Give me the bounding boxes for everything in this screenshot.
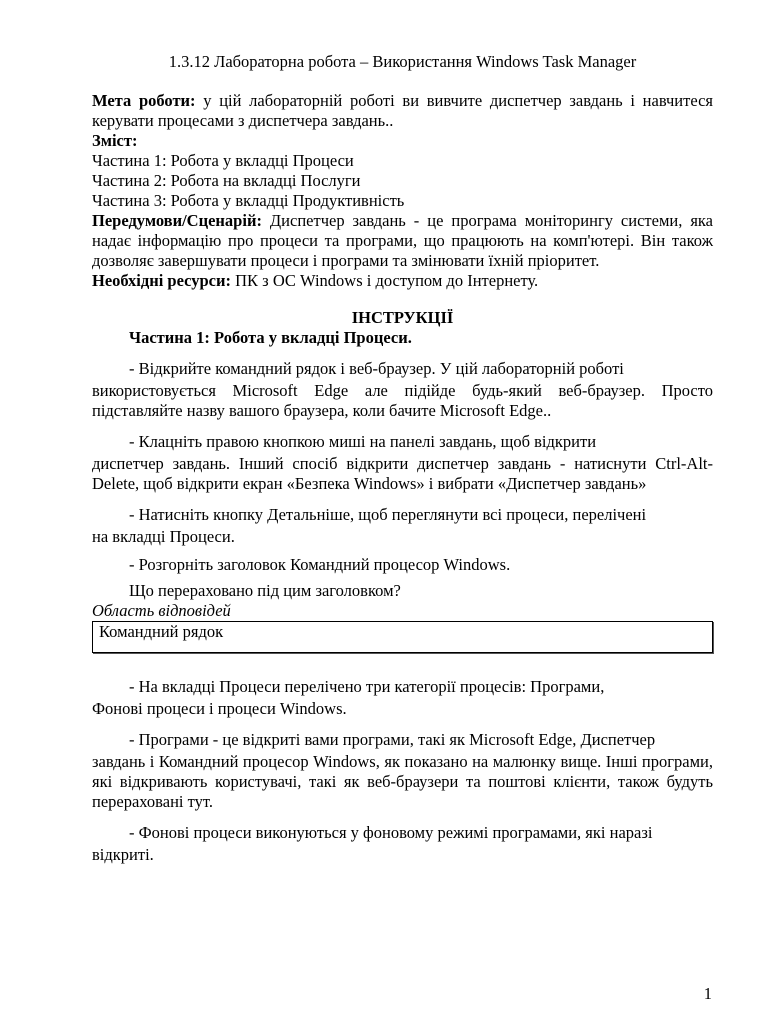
instruction-item xyxy=(92,356,713,421)
instruction-item xyxy=(92,674,713,719)
contents-item: Частина 1: Робота у вкладці Процеси xyxy=(92,151,354,170)
instructions-heading: ІНСТРУКЦІЇ xyxy=(351,308,454,327)
instruction-item xyxy=(92,429,713,494)
answer-field[interactable]: Командний рядок xyxy=(92,621,713,653)
instruction-item-rest: Фонові процеси і процеси Windows. xyxy=(92,699,347,718)
answer-area-label: Область відповідей xyxy=(92,601,231,620)
instruction-item-rest: на вкладці Процеси. xyxy=(92,527,235,546)
scenario-text: Диспетчер завдань - це програма моніторингу системи, яка надає інформацію про процеси та програми, що працюють на комп'ютері. Він також дозволяє завершувати процеси і програми та змінювати їхній пріоритет. xyxy=(92,211,713,270)
part1-heading: Частина 1: Робота у вкладці Процеси. xyxy=(129,328,412,347)
instruction-item-first: - Програми - це відкриті вами програми, такі як Microsoft Edge, Диспетчер xyxy=(129,730,656,749)
instruction-item-rest: завдань і Командний процесор Windows, як показано на малюнку вище. Інші програми, які відкривають користувачі, такі як веб-браузери та поштові клієнти, також будуть перераховані тут. xyxy=(92,752,713,811)
instruction-item-first: - Клацніть правою кнопкою миші на панелі завдань, щоб відкрити xyxy=(129,432,597,451)
resources-label: Необхідні ресурси: xyxy=(92,271,231,290)
instruction-item-first: - На вкладці Процеси перелічено три категорії процесів: Програми, xyxy=(129,677,605,696)
instruction-item xyxy=(92,820,713,865)
instruction-item-rest: використовується Microsoft Edge але підійде будь-який веб-браузер. Просто підставляйте назву вашого браузера, коли бачите Microsoft Edge.. xyxy=(92,381,713,420)
document-page xyxy=(92,52,713,865)
resources-text: ПК з ОС Windows і доступом до Інтернету. xyxy=(231,271,539,290)
instruction-item xyxy=(92,502,713,547)
resources-paragraph xyxy=(92,271,713,291)
goal-text: у цій лабораторній роботі ви вивчите диспетчер завдань і навчитеся керувати процесами з диспетчера завдань.. xyxy=(92,91,713,130)
instruction-item-first: - Натисніть кнопку Детальніше, щоб переглянути всі процеси, перелічені xyxy=(129,505,647,524)
instruction-item xyxy=(92,552,713,577)
scenario-label: Передумови/Сценарій: xyxy=(92,211,262,230)
doc-title: 1.3.12 Лабораторна робота – Використання Windows Task Manager xyxy=(168,52,637,71)
goal-paragraph xyxy=(92,91,713,131)
goal-label: Мета роботи: xyxy=(92,91,196,110)
instruction-item-first: - Відкрийте командний рядок і веб-браузер. У цій лабораторній роботі xyxy=(129,359,624,378)
instruction-item xyxy=(92,727,713,812)
contents-label: Зміст: xyxy=(92,131,138,150)
instruction-item-rest: диспетчер завдань. Інший спосіб відкрити диспетчер завдань - натиснути Ctrl-Alt-Delete, щоб відкрити екран «Безпека Windows» і вибрати «Диспетчер завдань» xyxy=(92,454,713,493)
instruction-item-first: - Розгорніть заголовок Командний процесор Windows. xyxy=(129,555,511,574)
contents-item: Частина 2: Робота на вкладці Послуги xyxy=(92,171,361,190)
instruction-item-rest: відкриті. xyxy=(92,845,154,864)
contents-item: Частина 3: Робота у вкладці Продуктивність xyxy=(92,191,405,210)
page-number: 1 xyxy=(703,984,712,1003)
instruction-item-first: - Фонові процеси виконуються у фоновому режимі програмами, які наразі xyxy=(129,823,653,842)
question-text: Що перераховано під цим заголовком? xyxy=(129,581,401,600)
scenario-paragraph xyxy=(92,211,713,271)
